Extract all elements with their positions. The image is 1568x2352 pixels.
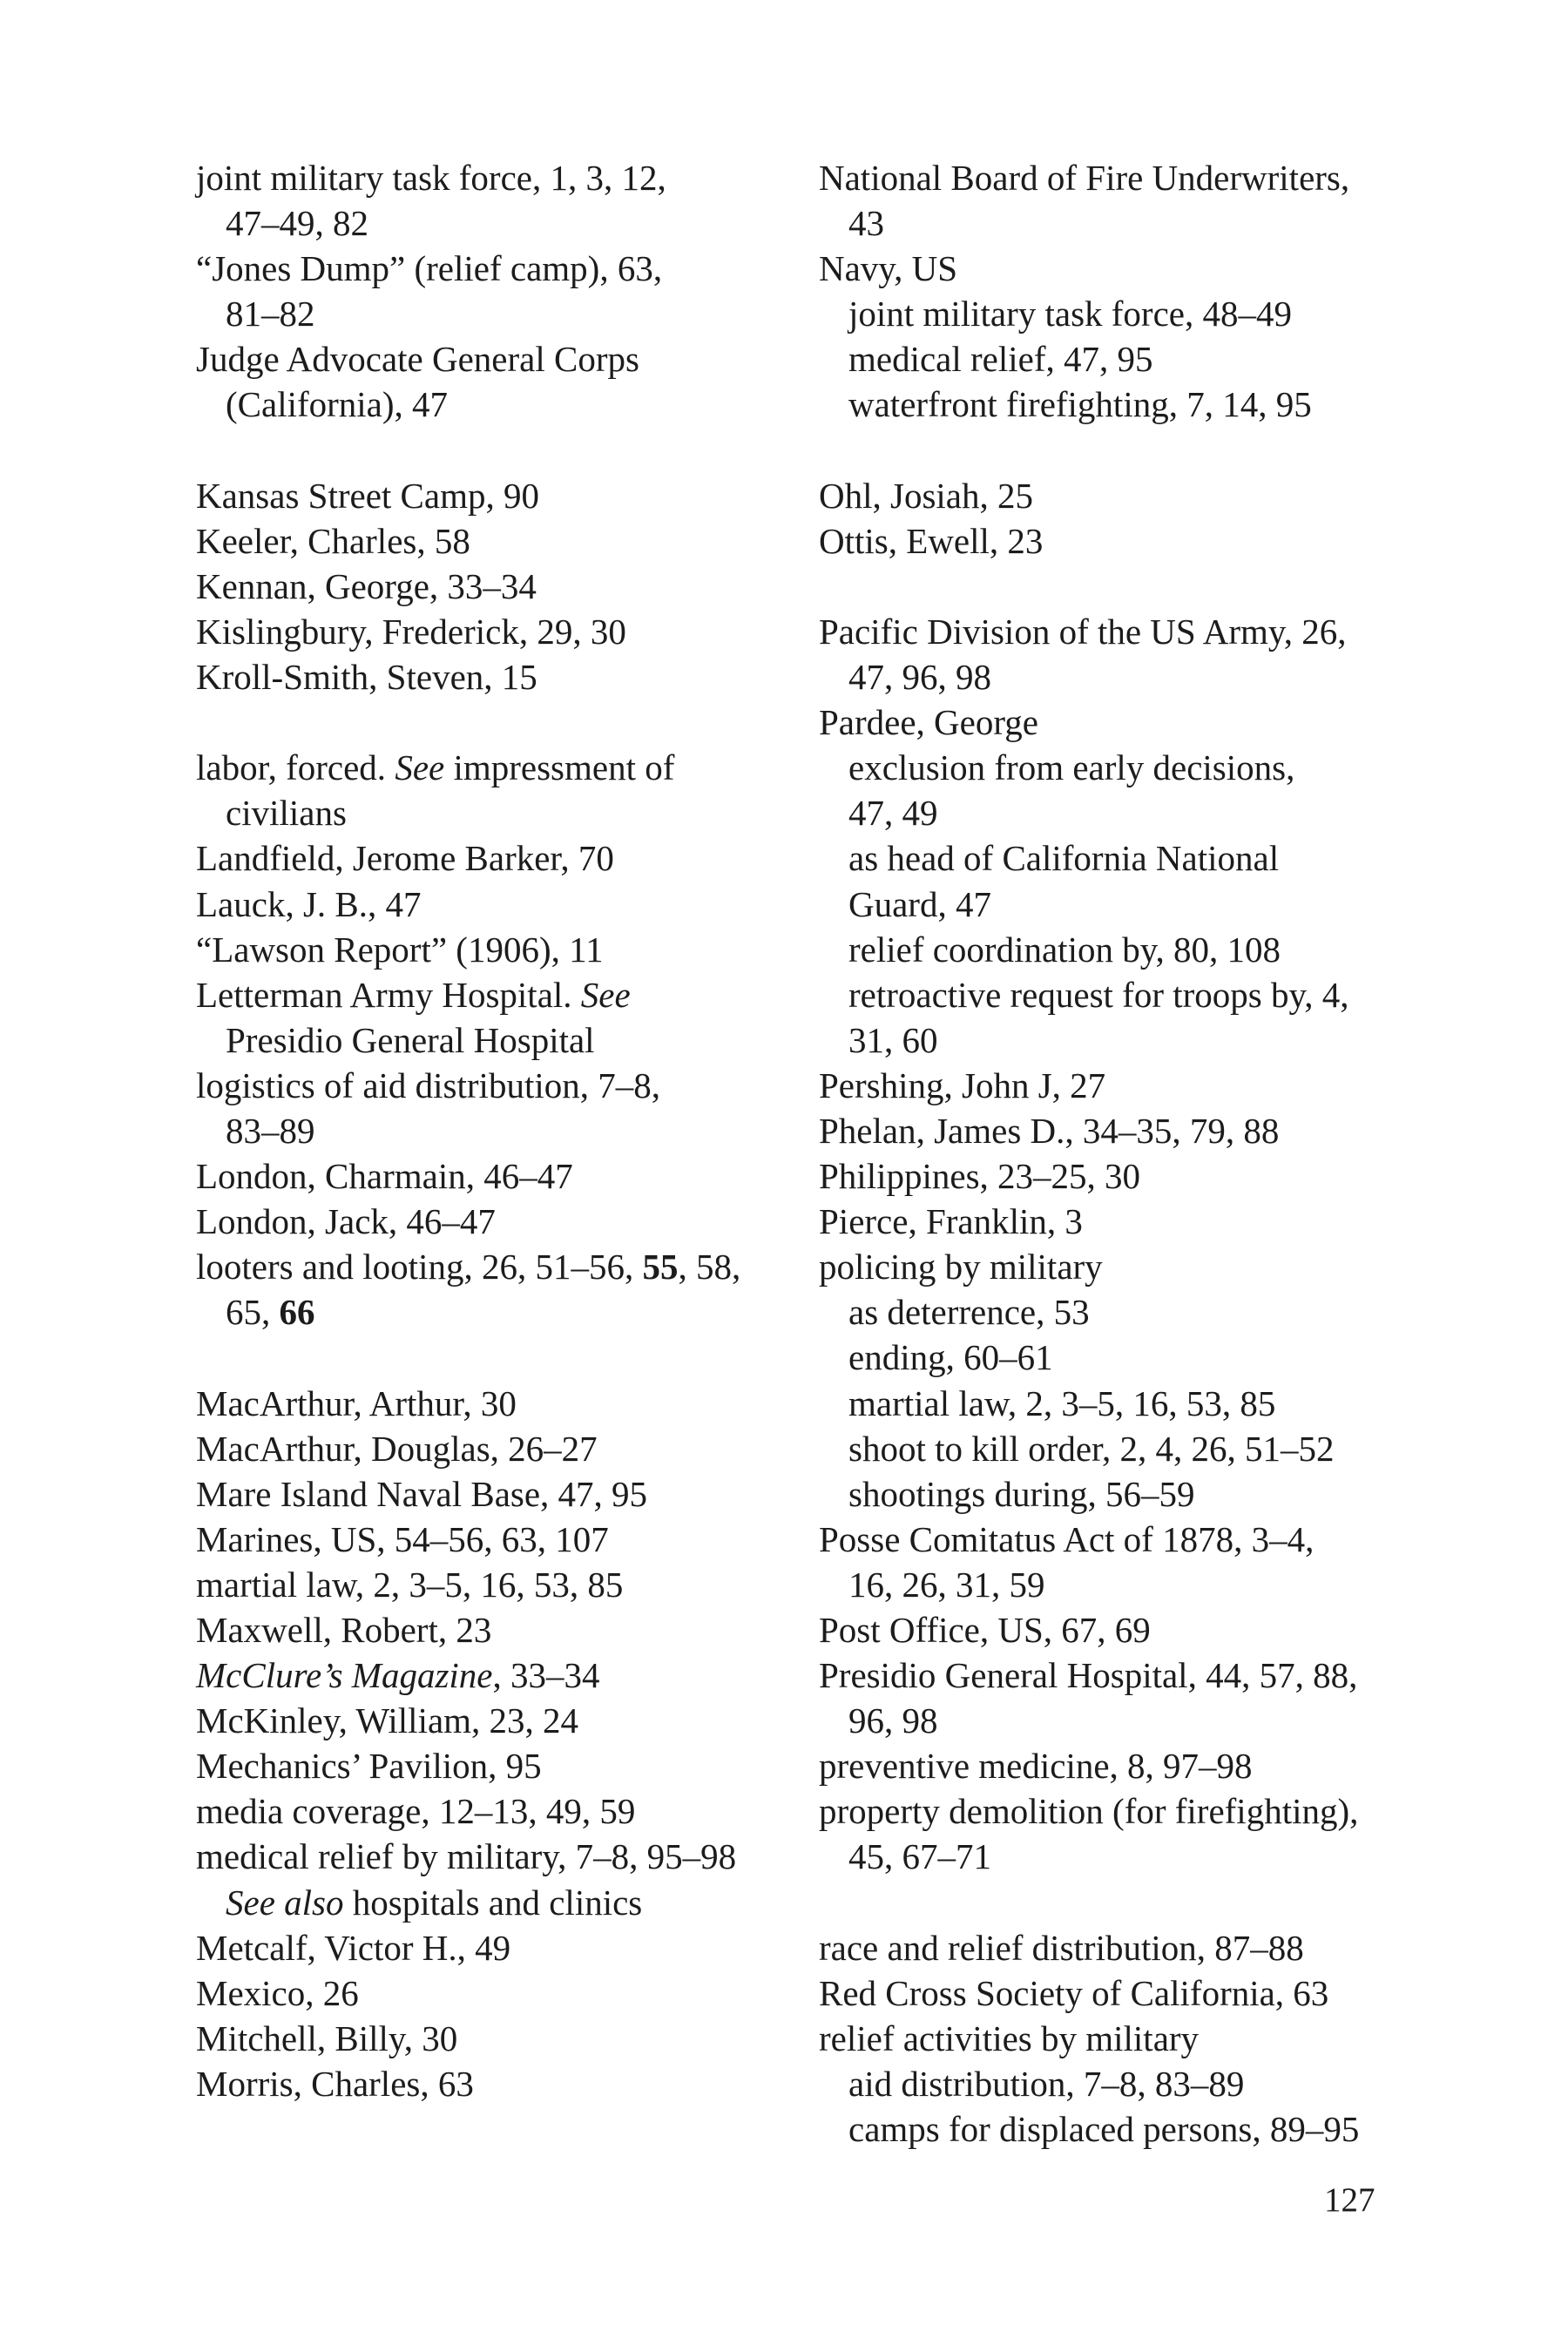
index-text-run: joint military task force, 48–49 [848,294,1292,335]
index-text-run: Pershing, John J, 27 [819,1064,1106,1105]
index-text-run: impressment of [444,747,675,788]
index-text-run: Metcalf, Victor H., 49 [196,1927,511,1968]
index-text-run: See [395,747,445,788]
index-text-run: martial law, 2, 3–5, 16, 53, 85 [196,1564,624,1605]
index-text-run: Letterman Army Hospital. [196,974,581,1015]
index-entry [196,1562,806,1607]
index-entry [819,473,1429,518]
index-entry [819,246,1429,291]
index-text-run: Guard, 47 [848,883,991,924]
index-entry [819,1108,1429,1153]
index-subentry [819,1471,1429,1517]
index-entry [819,155,1429,200]
index-entry [196,972,806,1017]
index-entry [196,654,806,700]
index-text-run: Judge Advocate General Corps [196,339,639,380]
index-text-run: Kislingbury, Frederick, 29, 30 [196,611,626,652]
index-text-run: 43 [848,203,884,244]
index-text-run: Kroll-Smith, Steven, 15 [196,657,537,698]
index-text-run: Phelan, James D., 34–35, 79, 88 [819,1110,1280,1151]
index-text-run: as head of California National [848,838,1280,879]
index-entry [819,1607,1429,1652]
index-text-run: National Board of Fire Underwriters, [819,158,1350,198]
index-entry [196,1834,806,1879]
index-entry [196,1788,806,1834]
index-text-run: Kennan, George, 33–34 [196,565,537,606]
index-text-run: medical relief by military, 7–8, 95–98 [196,1836,737,1877]
index-entry [196,609,806,654]
index-text-run: 96, 98 [848,1700,938,1741]
index-text-run: Pierce, Franklin, 3 [819,1201,1083,1242]
index-text-run: Maxwell, Robert, 23 [196,1610,492,1650]
index-entry-continuation [196,1289,806,1335]
index-entry-continuation [196,1880,806,1925]
index-subentry [819,382,1429,427]
index-entry [196,336,806,382]
index-entry [819,1925,1429,1970]
index-entry [819,1743,1429,1788]
index-text-run: 45, 67–71 [848,1836,991,1877]
index-entry [819,2016,1429,2061]
index-subentry [819,1335,1429,1380]
index-subentry [819,835,1429,881]
index-entry-continuation [196,790,806,835]
index-text-run: MacArthur, Arthur, 30 [196,1382,517,1423]
index-group-gap [819,564,1429,609]
index-entry [196,927,806,972]
index-text-run: medical relief, 47, 95 [848,339,1153,380]
index-text-run: 16, 26, 31, 59 [848,1564,1045,1605]
index-text-run: martial law, 2, 3–5, 16, 53, 85 [848,1382,1276,1423]
index-text-run: waterfront firefighting, 7, 14, 95 [848,384,1312,425]
index-text-run: shoot to kill order, 2, 4, 26, 51–52 [848,1428,1335,1469]
index-text-run: 81–82 [226,294,315,335]
index-entry-continuation [819,1698,1429,1743]
index-entry [196,246,806,291]
index-entry [819,1788,1429,1834]
index-text-run: preventive medicine, 8, 97–98 [819,1746,1253,1787]
index-subentry [819,336,1429,382]
index-entry-continuation [819,1834,1429,1879]
index-entry [819,1970,1429,2016]
index-text-run: media coverage, 12–13, 49, 59 [196,1791,636,1832]
index-text-run: relief activities by military [819,2017,1200,2058]
index-group-gap [196,428,806,473]
index-text-run: Mexico, 26 [196,1972,359,2013]
index-text-run: retroactive request for troops by, 4, [848,974,1349,1015]
index-text-run: Presidio General Hospital, 44, 57, 88, [819,1655,1358,1696]
index-entry [196,1244,806,1289]
index-entry [196,1607,806,1652]
index-text-run: as deterrence, 53 [848,1292,1090,1333]
index-text-run: (California), 47 [226,384,449,425]
index-entry-continuation [819,200,1429,246]
index-entry [196,1153,806,1199]
index-text-run: , 33–34 [492,1655,600,1696]
index-text-run: 47, 96, 98 [848,657,991,698]
index-entry [196,1652,806,1698]
index-entry [196,745,806,790]
index-entry [196,564,806,609]
index-text-run: ending, 60–61 [848,1337,1053,1378]
index-text-run: Landfield, Jerome Barker, 70 [196,838,614,879]
index-text-run: London, Charmain, 46–47 [196,1156,573,1197]
index-entry [819,1244,1429,1289]
index-text-run: Navy, US [819,248,958,289]
index-text-run: Marines, US, 54–56, 63, 107 [196,1518,609,1559]
index-text-run: logistics of aid distribution, 7–8, [196,1064,660,1105]
index-entry [196,1517,806,1562]
index-entry-continuation [196,291,806,336]
index-subentry [819,1289,1429,1335]
index-subentry [819,1426,1429,1471]
index-text-run: 66 [279,1292,315,1333]
index-text-run: Red Cross Society of California, 63 [819,1972,1329,2013]
index-text-run: exclusion from early decisions, [848,747,1295,788]
index-text-run: Philippines, 23–25, 30 [819,1156,1141,1197]
index-text-run: McClure’s Magazine [196,1655,493,1696]
index-text-run: Mechanics’ Pavilion, 95 [196,1746,542,1787]
index-subentry [819,972,1429,1017]
index-text-run: race and relief distribution, 87–88 [819,1927,1304,1968]
index-group-gap [819,428,1429,473]
index-text-run: Pardee, George [819,702,1038,743]
index-text-run: policing by military [819,1247,1103,1288]
index-text-run: “Jones Dump” (relief camp), 63, [196,248,663,289]
index-entry [196,1471,806,1517]
index-text-run: looters and looting, 26, 51–56, [196,1247,643,1288]
index-text-run: Presidio General Hospital [226,1019,595,1060]
index-entry [196,2016,806,2061]
index-entry [819,700,1429,745]
index-text-run: Ohl, Josiah, 25 [819,475,1033,516]
index-text-run: property demolition (for firefighting), [819,1791,1359,1832]
index-entry [196,473,806,518]
index-text-run: MacArthur, Douglas, 26–27 [196,1428,598,1469]
index-text-run: camps for displaced persons, 89–95 [848,2109,1360,2150]
index-text-run: Keeler, Charles, 58 [196,520,470,561]
index-entry [196,882,806,927]
index-text-run: Mare Island Naval Base, 47, 95 [196,1473,648,1514]
index-text-run: labor, forced. [196,747,395,788]
index-text-run: London, Jack, 46–47 [196,1201,496,1242]
index-entry [819,1517,1429,1562]
index-text-run: , 58, [678,1247,741,1288]
index-entry [196,835,806,881]
index-entry [196,1063,806,1108]
index-entry [819,1652,1429,1698]
index-group-gap [196,1335,806,1380]
index-subentry [819,2106,1429,2152]
page-number: 127 [1324,2181,1375,2219]
index-text-run: “Lawson Report” (1906), 11 [196,929,604,970]
index-subentry [819,745,1429,790]
index-group-gap [196,700,806,745]
index-text-run: Ottis, Ewell, 23 [819,520,1044,561]
index-text-run: Kansas Street Camp, 90 [196,475,539,516]
index-text-run: relief coordination by, 80, 108 [848,929,1281,970]
index-entry [196,1698,806,1743]
index-entry [819,518,1429,564]
index-entry [819,1063,1429,1108]
index-text-run: McKinley, William, 23, 24 [196,1700,579,1741]
index-entry [196,1381,806,1426]
index-entry-continuation [196,1108,806,1153]
index-text-run: aid distribution, 7–8, 83–89 [848,2063,1245,2104]
index-subentry [819,927,1429,972]
index-text-run: Post Office, US, 67, 69 [819,1610,1151,1650]
index-entry [196,1970,806,2016]
index-entry-continuation [196,200,806,246]
index-text-run: 47–49, 82 [226,203,368,244]
index-column-right [819,155,1429,2152]
index-text-run: Posse Comitatus Act of 1878, 3–4, [819,1518,1315,1559]
index-text-run: civilians [226,793,347,834]
index-text-run: joint military task force, 1, 3, 12, [196,158,666,198]
index-text-run: Pacific Division of the US Army, 26, [819,611,1347,652]
index-subentry [819,1381,1429,1426]
index-entry [196,1925,806,1970]
index-entry [819,609,1429,654]
index-entry-continuation [819,790,1429,835]
index-text-run: 83–89 [226,1110,315,1151]
index-entry-continuation [819,1562,1429,1607]
index-entry-continuation [196,382,806,427]
index-entry [196,1426,806,1471]
index-group-gap [819,1880,1429,1925]
index-text-run: shootings during, 56–59 [848,1473,1195,1514]
index-text-run: 47, 49 [848,793,938,834]
index-text-run: Morris, Charles, 63 [196,2063,474,2104]
index-text-run: hospitals and clinics [343,1882,643,1923]
index-text-run: See [580,974,631,1015]
index-entry [196,155,806,200]
index-entry-continuation [819,882,1429,927]
index-entry [819,1199,1429,1244]
index-text-run: 55 [642,1247,679,1288]
index-entry [196,1199,806,1244]
index-entry-continuation [819,1017,1429,1063]
index-text-run: Mitchell, Billy, 30 [196,2017,458,2058]
index-entry-continuation [196,1017,806,1063]
index-subentry [819,291,1429,336]
index-entry [196,2061,806,2106]
index-entry [819,1153,1429,1199]
index-text-run: Lauck, J. B., 47 [196,883,422,924]
index-column-left [196,155,806,2106]
index-entry [196,518,806,564]
index-entry-continuation [819,654,1429,700]
index-entry [196,1743,806,1788]
index-text-run: 31, 60 [848,1019,938,1060]
index-subentry [819,2061,1429,2106]
index-text-run: See also [226,1882,344,1923]
index-text-run: 65, [226,1292,280,1333]
